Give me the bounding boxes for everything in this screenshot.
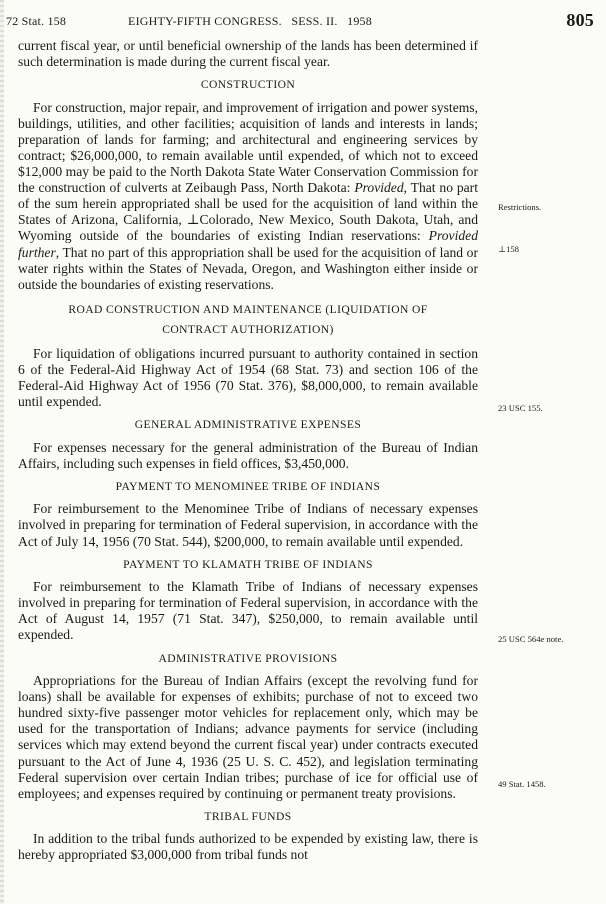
road-heading-line-1: ROAD CONSTRUCTION AND MAINTENANCE (LIQUIDATION OF — [68, 302, 428, 316]
admin-provisions-paragraph: Appropriations for the Bureau of Indian Affairs (except the revolving fund for loans) shall be available for expenses of exhibits; purchase of not to exceed two hundred sixty-five passenger motor vehicles for replacement only, which may be used for the transportation of Indians; advance payments for service (including services which may extend beyond the current fiscal year) under contracts executed pursuant to the Act of June 4, 1936 (25 U. S. C. 452), and legislation terminating Federal supervision over certain Indian tribes; purchase of ice for official use of employees; and expenses required by continuing or permanent treaty provisions. — [18, 673, 478, 801]
margin-note-49-stat-1458: 49 Stat. 1458. — [498, 779, 546, 789]
menominee-paragraph: For reimbursement to the Menominee Tribe of Indians of necessary expenses involved in preparing for termination of Federal supervision, in accordance with the Act of July 14, 1956 (70 Stat. 544), $200,000, to remain available until expended. — [18, 501, 478, 549]
proviso-2: Provided further — [18, 228, 478, 260]
tribal-funds-paragraph: In addition to the tribal funds authorized to be expended by existing law, there is hereby appropriated $3,000,000 from tribal funds not — [18, 831, 478, 863]
intro-paragraph: current fiscal year, or until beneficial ownership of the lands has been determined if such determination is made during the current fiscal year. — [18, 38, 478, 70]
section-heading-tribal-funds: TRIBAL FUNDS — [204, 809, 292, 823]
construction-paragraph — [18, 100, 478, 293]
section-heading-menominee: PAYMENT TO MENOMINEE TRIBE OF INDIANS — [115, 479, 381, 493]
construction-text-c: , That no part of this appropriation shall be used for the acquisition of land or water rights within the States of Nevada, Oregon, and Washington either inside or outside the boundaries of existing reservations. — [18, 244, 478, 292]
margin-note-25-usc-564e: 25 USC 564e note. — [498, 634, 564, 644]
klamath-paragraph: For reimbursement to the Klamath Tribe of Indians of necessary expenses involved in preparing for termination of Federal supervision, in accordance with the Act of August 14, 1957 (71 Stat. 347), $250,000, to remain available until expended. — [18, 579, 478, 643]
page-body — [18, 38, 478, 863]
margin-note-restrictions: Restrictions. — [498, 202, 542, 212]
general-admin-paragraph: For expenses necessary for the general administration of the Bureau of Indian Affairs, including such expenses in field offices, $3,450,000. — [18, 439, 478, 471]
construction-text-a: For construction, major repair, and improvement of irrigation and power systems, buildings, utilities, and other facilities; acquisition of lands and interests in lands; preparation of lands for farming; and architectural and engineering services by contract; $26,000,000, to remain available until expended, of which not to exceed $12,000 may be paid to the North Dakota State Water Conservation Commission for the construction of culverts at Zeibaugh Pass, North Dakota: — [18, 99, 478, 196]
section-heading-road — [18, 300, 478, 340]
section-heading-admin-provisions: ADMINISTRATIVE PROVISIONS — [158, 651, 338, 665]
margin-note-page-ref: ⊥158 — [498, 244, 519, 254]
section-heading-klamath: PAYMENT TO KLAMATH TRIBE OF INDIANS — [123, 557, 373, 571]
margin-note-23-usc-155: 23 USC 155. — [498, 403, 543, 413]
page-number: 805 — [566, 10, 594, 30]
statute-citation: 72 Stat. 158 — [6, 14, 67, 28]
road-heading-line-2: CONTRACT AUTHORIZATION) — [162, 322, 334, 336]
section-heading-construction: CONSTRUCTION — [200, 78, 296, 92]
running-head: EIGHTY-FIFTH CONGRESS. SESS. II. 1958 — [128, 14, 372, 28]
binding-edge — [0, 0, 4, 904]
road-paragraph: For liquidation of obligations incurred pursuant to authority contained in section 6 of the Federal-Aid Highway Act of 1954 (68 Stat. 73) and section 106 of the Federal-Aid Highway Act of 1956 (70 Stat. 376), $8,000,000, to remain available until expended. — [18, 345, 478, 410]
section-heading-general-admin: GENERAL ADMINISTRATIVE EXPENSES — [134, 418, 362, 432]
proviso-1: Provided — [354, 180, 404, 196]
construction-text-b: , That no part of the sum herein appropriated shall be used for the acquisition of land within the States of Arizona, California, ⊥Colorado, New Mexico, South Dakota, Utah, and Wyoming outside of the boundaries of existing Indian reservations: — [18, 180, 478, 244]
